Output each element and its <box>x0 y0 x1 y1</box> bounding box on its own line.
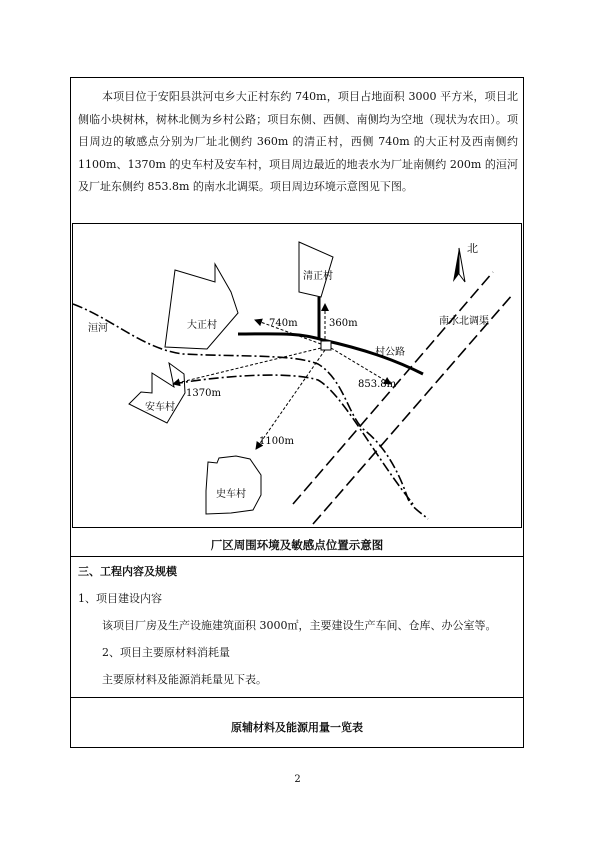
dist-anche: 1370m <box>186 388 221 399</box>
project-site-box <box>321 341 331 350</box>
river-label: 洹河 <box>88 323 108 334</box>
qingzheng-village-shape <box>299 242 333 297</box>
arrow-sw-shiche <box>256 350 325 449</box>
dist-north: 360m <box>329 318 358 329</box>
north-label: 北 <box>467 242 478 255</box>
page-number: 2 <box>294 774 301 785</box>
item1-text: 该项目厂房及生产设施建筑面积 3000㎡，主要建设生产车间、仓库、办公室等。 <box>102 619 497 632</box>
dazheng-label: 大正村 <box>187 320 217 331</box>
divider-2 <box>70 697 524 698</box>
site-map <box>72 223 522 528</box>
north-arrow-icon <box>453 248 459 282</box>
dazheng-village-shape <box>165 264 238 349</box>
item2-text: 主要原材料及能源消耗量见下表。 <box>102 673 267 686</box>
dist-west: 740m <box>269 318 298 329</box>
shiche-village-shape <box>206 456 261 514</box>
shiche-label: 史车村 <box>216 489 246 500</box>
road-label: 村公路 <box>375 347 405 358</box>
site-map-svg <box>73 224 523 529</box>
item2-title: 2、项目主要原材料消耗量 <box>102 646 230 659</box>
anche-village-shape <box>129 363 185 423</box>
dist-east: 853.8m <box>358 379 397 390</box>
item1-title: 1、项目建设内容 <box>78 592 162 605</box>
qingzheng-label: 清正村 <box>303 271 333 282</box>
arrow-sw-anche <box>173 348 321 384</box>
figure-caption: 厂区周围环境及敏感点位置示意图 <box>210 538 384 552</box>
intro-paragraph: 本项目位于安阳县洪河屯乡大正村东约 740m，项目占地面积 3000 平方米，项目北侧临小块树林，树林北侧为乡村公路；项目东侧、西侧、南侧均为空地（现状为农田）。项目周边的敏感点分别为厂址北侧约 360m 的清正村，西侧 740m 的大正村及西南侧约 1100m、1370m 的史车村及安车村，项目周边最近的地表水为厂址南侧约 200m 的洹河及厂址东侧约 853.8m 的南水北调渠。项目周边环境示意图见下图。 <box>78 90 518 193</box>
divider <box>70 556 524 557</box>
dist-shiche: 1100m <box>259 436 294 447</box>
section-title: 三、工程内容及规模 <box>78 565 177 578</box>
canal-label: 南水北调渠 <box>439 316 489 327</box>
river-line <box>73 304 428 519</box>
table-title: 原辅材料及能源用量一览表 <box>231 721 363 734</box>
anche-label: 安车村 <box>145 402 175 413</box>
